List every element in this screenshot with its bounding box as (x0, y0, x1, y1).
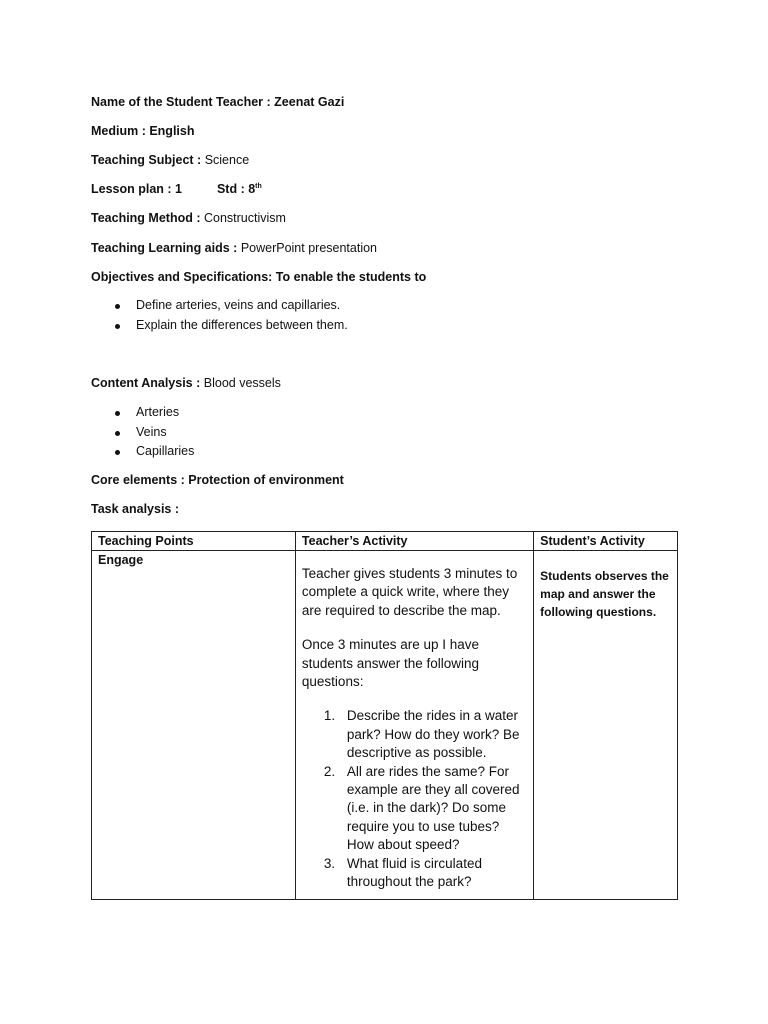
teacher-paragraph-2: Once 3 minutes are up I have students answer the following questions: (301, 637, 480, 690)
aids-line (91, 240, 377, 256)
lesson-plan-line (91, 181, 262, 197)
list-item: Capillaries (112, 442, 194, 462)
list-item (302, 763, 527, 855)
teacher-activity-cell (295, 551, 533, 900)
objectives-label: Objectives and Specifications: (91, 270, 273, 284)
list-number: 1. (323, 708, 336, 724)
content-analysis-label: Content Analysis : (91, 376, 201, 390)
table-row (92, 551, 678, 900)
list-number: 3. (323, 855, 336, 871)
task-analysis-label: Task analysis : (91, 502, 180, 516)
list-item: Veins (112, 423, 194, 443)
objectives-list (112, 296, 348, 335)
list-item (302, 855, 527, 892)
objectives-line (91, 269, 426, 285)
content-items-list (112, 403, 194, 462)
method-label: Teaching Method : (91, 211, 201, 225)
task-analysis-table (91, 531, 678, 900)
teacher-paragraph-1: Teacher gives students 3 minutes to complete a quick write, where they are required to describe the map. (301, 566, 518, 618)
table-header-row (92, 532, 678, 551)
content-analysis-line (91, 375, 281, 391)
list-text: What fluid is circulated throughout the park? (346, 855, 482, 890)
list-text: Describe the rides in a water park? How do they work? Be descriptive as possible. (346, 708, 520, 761)
medium-line: Medium : English (91, 124, 195, 138)
teaching-point-cell: Engage (92, 551, 296, 900)
list-item: Define arteries, veins and capillaries. (112, 296, 348, 316)
column-header: Student’s Activity (534, 532, 678, 551)
column-header: Teacher’s Activity (295, 532, 533, 551)
questions-list (302, 707, 527, 891)
std-label: Std : 8 (216, 182, 256, 196)
list-number: 2. (323, 763, 336, 779)
aids-label: Teaching Learning aids : (91, 241, 238, 255)
student-teacher-value: Zeenat Gazi (274, 95, 345, 109)
list-text: All are rides the same? For example are they all covered (i.e. in the dark)? Do some require you to use tubes? How about speed? (346, 763, 520, 853)
list-item (302, 707, 527, 762)
column-header: Teaching Points (92, 532, 296, 551)
student-activity-cell: Students observes the map and answer the following questions. (534, 551, 678, 900)
method-value: Constructivism (203, 211, 286, 225)
student-teacher-line (91, 94, 344, 110)
list-item: Explain the differences between them. (112, 316, 348, 336)
core-elements-line: Core elements : Protection of environment (91, 473, 344, 487)
std-superscript: th (255, 183, 262, 190)
method-line (91, 210, 286, 226)
lesson-plan-number: Lesson plan : 1 (91, 182, 182, 196)
aids-value: PowerPoint presentation (240, 241, 378, 255)
list-item: Arteries (112, 403, 194, 423)
subject-label: Teaching Subject : (91, 153, 202, 167)
content-analysis-value: Blood vessels (203, 376, 281, 390)
student-teacher-label: Name of the Student Teacher : (91, 95, 271, 109)
objectives-value: To enable the students to (275, 270, 427, 284)
subject-value: Science (204, 153, 250, 167)
subject-line (91, 152, 249, 168)
